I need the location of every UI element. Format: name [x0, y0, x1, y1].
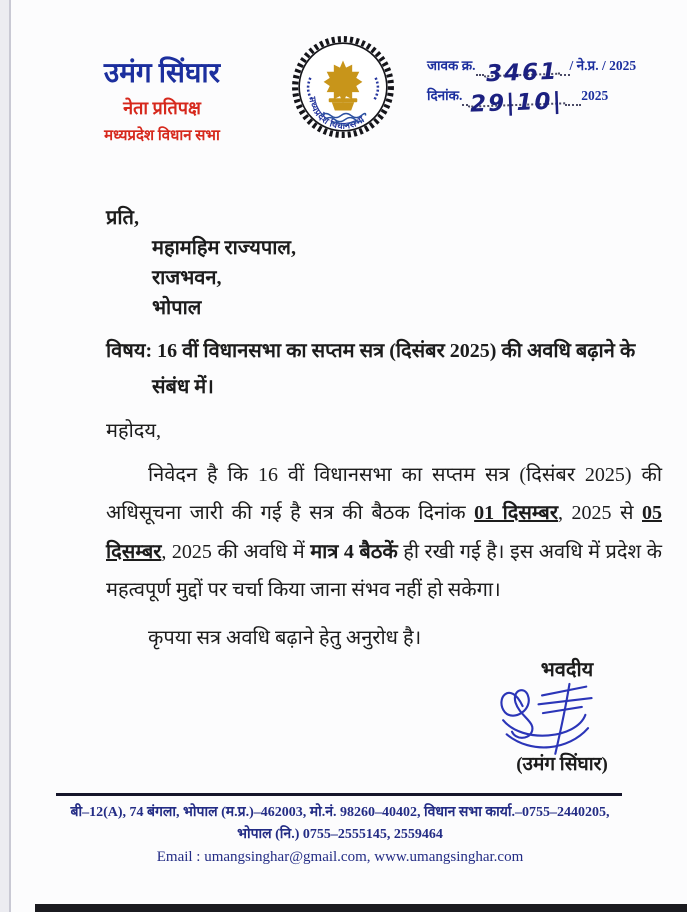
- footer-email-website: Email : umangsinghar@gmail.com, www.umangsinghar.com: [156, 849, 524, 865]
- sender-name: उमंग सिंघार: [103, 58, 221, 89]
- dotted-line: [560, 62, 570, 76]
- address-line: महामहिम राज्यपाल,: [152, 237, 296, 259]
- recipient-address: [106, 203, 296, 323]
- outward-number-suffix: / ने.प्र. / 2025: [569, 58, 637, 73]
- outward-number-handwritten: 3461: [485, 58, 559, 88]
- subject-line: [106, 333, 662, 405]
- scan-edge-left: [0, 0, 9, 912]
- subject-text: 16 वीं विधानसभा का सप्तम सत्र (दिसंबर 2025) की अवधि बढ़ाने के संबंध में।: [152, 340, 636, 398]
- dotted-line: [476, 62, 484, 76]
- address-salutation: प्रति,: [106, 207, 139, 229]
- sender-organization: मध्यप्रदेश विधान सभा: [104, 128, 220, 144]
- outward-number-line: [427, 56, 672, 88]
- footer-contact: [30, 802, 650, 869]
- body-paragraph-1: [106, 456, 662, 610]
- body-paragraph-2: कृपया सत्र अवधि बढ़ाने हेतु अनुरोध है।: [148, 626, 422, 649]
- sender-title: नेता प्रतिपक्ष: [123, 98, 201, 118]
- date-label: दिनांक.: [427, 88, 463, 103]
- letter-body: [106, 412, 662, 657]
- address-line: भोपाल: [152, 297, 202, 319]
- body-text: , 2025 से: [558, 502, 642, 524]
- date-handwritten: 29|10|: [470, 88, 564, 118]
- body-text: ही रखी गई है। इस अवधि में प्रदेश के महत्वपूर्ण मुद्दों पर चर्चा किया जाना संभव नहीं हो सकेगा।: [106, 540, 662, 601]
- sittings-count-phrase: मात्र 4 बैठकें: [310, 540, 398, 563]
- footer-address-phone: बी–12(A), 74 बंगला, भोपाल (म.प्र.)–462003, मो.नं. 98260–40402, विधान सभा कार्या.–0755–2440205,: [70, 805, 610, 820]
- reference-block: [427, 56, 672, 116]
- outward-number-label: जावक क्र.: [427, 58, 476, 73]
- date-year: 2025: [581, 88, 609, 103]
- abacus-bar: [329, 98, 358, 102]
- body-text: निवेदन है कि 16 वीं विधानसभा का सप्तम सत्र (दिसंबर 2025) की अधिसूचना जारी की गई है सत्र की बैठक दिनांक: [106, 463, 662, 524]
- signatory-name: (उमंग सिंघार): [516, 754, 608, 775]
- greeting: महोदय,: [106, 420, 161, 442]
- footer-residence-phone: भोपाल (नि.) 0755–2555145, 2559464: [237, 827, 443, 842]
- scan-edge-bottom: [35, 904, 687, 912]
- letterhead: [42, 58, 282, 145]
- footer-divider: [56, 793, 622, 796]
- date-line: [427, 86, 672, 118]
- session-start-date: 01 दिसम्बर: [474, 502, 559, 524]
- paper-edge-line: [9, 0, 11, 912]
- dotted-line: [565, 92, 581, 106]
- closing-word: भवदीय: [540, 659, 594, 681]
- address-line: राजभवन,: [152, 267, 222, 289]
- body-text: , 2025 की अवधि में: [161, 540, 311, 563]
- subject-label: विषय:: [106, 340, 153, 362]
- session-end-date: 05 दिसम्बर: [106, 502, 662, 563]
- pedestal: [332, 102, 354, 110]
- seal-arc-text: मध्यप्रदेश विधानसभा: [307, 96, 367, 131]
- handwritten-signature: [486, 676, 614, 760]
- vidhan-sabha-seal-icon: [290, 34, 396, 140]
